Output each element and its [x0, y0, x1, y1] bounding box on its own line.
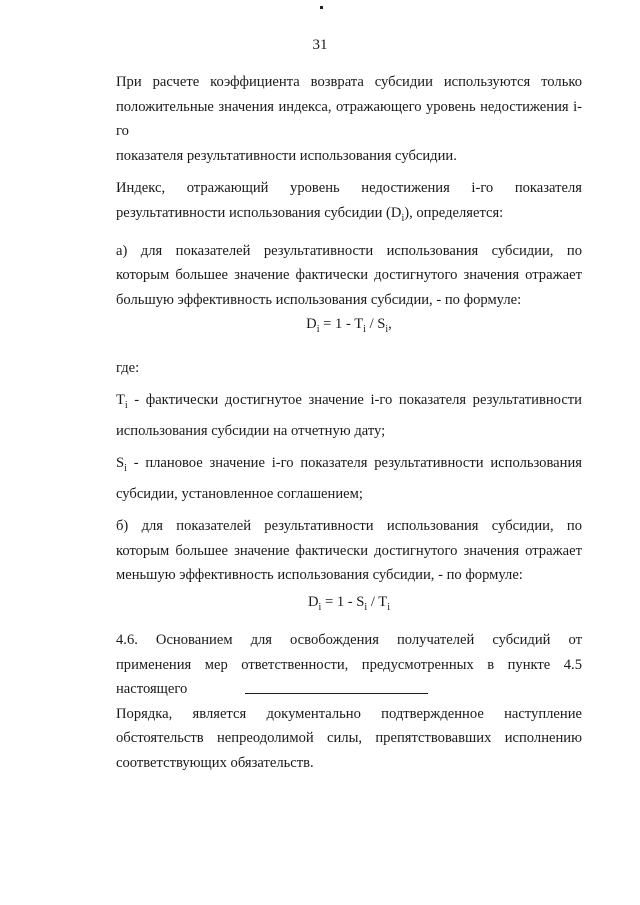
end-divider-line — [245, 693, 428, 694]
paragraph-2-line-1: Индекс, отражающий уровень недостижения i-го показателя — [116, 180, 582, 196]
formula-1 — [116, 312, 582, 342]
paragraph-1 — [116, 70, 582, 168]
paragraph-7-line-2: применения мер ответственности, предусмотренных в пункте 4.5 настоящего — [116, 656, 582, 698]
formula-2-d: D — [307, 593, 319, 610]
paragraph-3-line-3: большую эффективность использования субсидии, - по формуле: — [116, 291, 522, 308]
paragraph-1-line-3: показателя результативности использования субсидии. — [116, 147, 457, 164]
formula-2-d-sub: i — [318, 601, 322, 613]
where-label: где: — [116, 359, 140, 376]
formula-2-slash: / T — [367, 593, 388, 610]
formula-2 — [116, 590, 582, 620]
document-body — [116, 70, 582, 775]
paragraph-7 — [116, 628, 582, 775]
paragraph-6-line-1: б) для показателей результативности использования субсидии, по — [116, 518, 582, 535]
formula-1-slash: / S — [365, 316, 386, 333]
paragraph-7-line-4: обстоятельств непреодолимой силы, препятствовавших исполнению — [116, 730, 582, 747]
paragraph-5-subscript: i — [124, 463, 127, 475]
paragraph-3-line-1: а) для показателей результативности использования субсидии, по — [116, 242, 582, 259]
paragraph-2-line-2-tail: ), определяется: — [404, 204, 504, 221]
paragraph-2-line-2-text: результативности использования субсидии (D — [116, 204, 402, 221]
paragraph-5-line-2: субсидии, установленное соглашением; — [116, 485, 363, 502]
paragraph-2-subscript: i — [401, 212, 405, 224]
formula-2-s-sub: i — [364, 601, 368, 613]
formula-1-s-sub: i — [385, 324, 389, 336]
page-number: 31 — [312, 37, 328, 53]
paragraph-5-line-1 — [116, 451, 582, 481]
formula-1-mid: = 1 - T — [319, 316, 364, 333]
paragraph-4-line-1 — [116, 388, 582, 418]
formula-2-t-sub: i — [387, 601, 390, 613]
paragraph-7-line-3: Порядка, является документально подтвержденное наступление — [116, 705, 582, 722]
paragraph-4-line-2: использования субсидии на отчетную дату; — [116, 422, 386, 439]
formula-2-mid: = 1 - S — [321, 593, 365, 610]
paragraph-4 — [116, 388, 582, 443]
paragraph-2 — [116, 176, 582, 231]
formula-1-d: D — [306, 316, 317, 333]
paragraph-6-line-2: которым большее значение фактически достигнутого значения отражает — [116, 542, 582, 559]
paragraph-4-subscript: i — [124, 400, 128, 412]
paragraph-6 — [116, 514, 582, 588]
paragraph-5-line-1-text: - плановое значение i-го показателя результативности использования — [126, 455, 582, 472]
paragraph-4-line-1-text: - фактически достигнутое значение i-го показателя результативности — [127, 392, 582, 409]
paragraph-3 — [116, 239, 582, 313]
formula-1-d-sub: i — [316, 324, 320, 336]
paragraph-5-s: S — [116, 455, 125, 472]
paragraph-2-line-2 — [116, 201, 582, 231]
formula-1-t-sub: i — [363, 324, 366, 336]
paragraph-4-t: T — [116, 392, 125, 409]
paragraph-7-line-1: 4.6. Основанием для освобождения получателей субсидий от — [116, 632, 582, 649]
paragraph-3-line-2: которым большее значение фактически достигнутого значения отражает — [116, 267, 582, 284]
paragraph-5 — [116, 451, 582, 506]
scan-dot-mark — [320, 6, 323, 9]
paragraph-6-line-3: меньшую эффективность использования субсидии, - по формуле: — [116, 567, 523, 584]
formula-1-end: , — [388, 316, 392, 333]
paragraph-7-line-5: соответствующих обязательств. — [116, 754, 314, 771]
paragraph-1-line-1: При расчете коэффициента возврата субсидии используются только — [116, 74, 582, 90]
paragraph-1-line-2: положительные значения индекса, отражающего уровень недостижения i-го — [116, 98, 582, 139]
